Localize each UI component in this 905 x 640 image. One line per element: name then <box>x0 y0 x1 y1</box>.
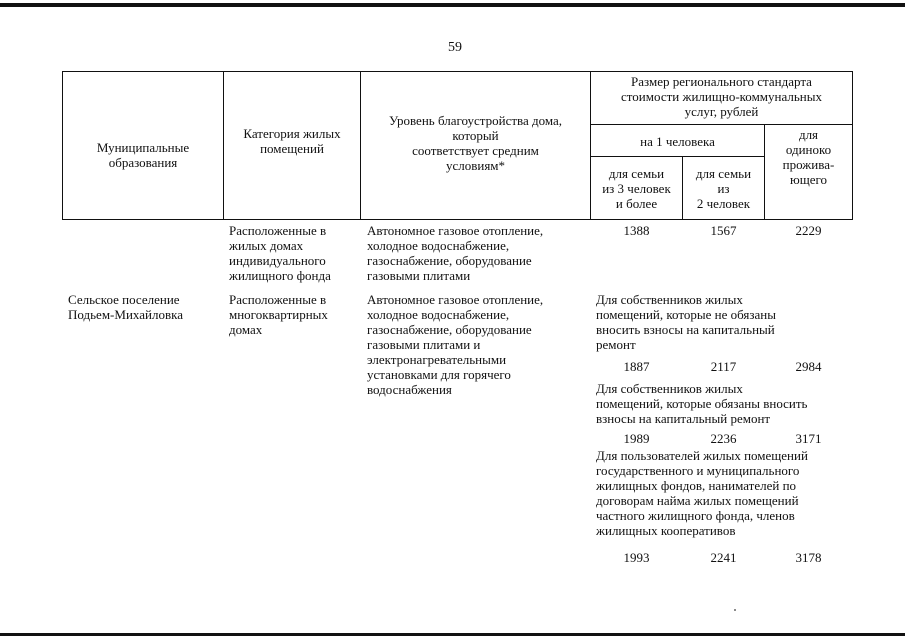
header-category: Категория жилых помещений <box>243 126 341 156</box>
group3-label: Для пользователей жилых помещений государственного и муниципального жилищных фондов, нанимателей по договорам найма жилых помещений частного жилищного фонда, членов жилищных кооперативов <box>596 448 808 538</box>
header-level: Уровень благоустройства дома, который соответствует средним условиям* <box>388 113 563 173</box>
group1-value-family-3: 1887 <box>623 359 650 374</box>
group2-value-family-2: 2236 <box>710 431 737 446</box>
header-family-2: для семьи из 2 человек <box>695 166 752 211</box>
bottom-border-bar <box>0 633 905 636</box>
group1-value-single: 2984 <box>795 359 822 374</box>
row2-level: Автономное газовое отопление, холодное водоснабжение, газоснабжение, оборудование газовыми плитами и электронагревательными установками для горячего водоснабжения <box>367 292 544 397</box>
row1-value-single: 2229 <box>795 223 822 238</box>
top-border-bar <box>0 3 905 7</box>
group1-value-family-2: 2117 <box>710 359 737 374</box>
group2-label: Для собственников жилых помещений, которые обязаны вносить взносы на капитальный ремонт <box>596 381 808 426</box>
group1-label: Для собственников жилых помещений, которые не обязаны вносить взносы на капитальный ремонт <box>596 292 776 352</box>
group2-value-family-3: 1989 <box>623 431 650 446</box>
header-divider-per-person <box>590 156 764 157</box>
group3-value-single: 3178 <box>795 550 822 565</box>
header-standard-size: Размер регионального стандарта стоимости жилищно-коммунальных услуг, рублей <box>621 74 822 119</box>
header-per-one-person: на 1 человека <box>640 134 715 149</box>
header-single-resident: для одиноко прожива- ющего <box>782 127 835 187</box>
table-top-border <box>62 71 853 72</box>
header-bottom-border <box>62 219 853 220</box>
row1-level: Автономное газовое отопление, холодное водоснабжение, газоснабжение, оборудование газовыми плитами <box>367 223 544 283</box>
group2-value-single: 3171 <box>795 431 822 446</box>
row1-category: Расположенные в жилых домах индивидуального жилищного фонда <box>229 223 331 283</box>
header-divider-standard <box>590 124 853 125</box>
page-number: 59 <box>448 40 462 55</box>
header-municipality: Муниципальные образования <box>96 140 190 170</box>
row1-value-family-2: 1567 <box>710 223 737 238</box>
scan-speck <box>734 609 736 611</box>
header-family-3: для семьи из 3 человек и более <box>602 166 671 211</box>
row2-category: Расположенные в многоквартирных домах <box>229 292 328 337</box>
header-right-border <box>852 71 853 220</box>
group3-value-family-2: 2241 <box>710 550 737 565</box>
group3-value-family-3: 1993 <box>623 550 650 565</box>
row1-value-family-3: 1388 <box>623 223 650 238</box>
municipality-name: Сельское поселение Подьем-Михайловка <box>68 292 183 322</box>
